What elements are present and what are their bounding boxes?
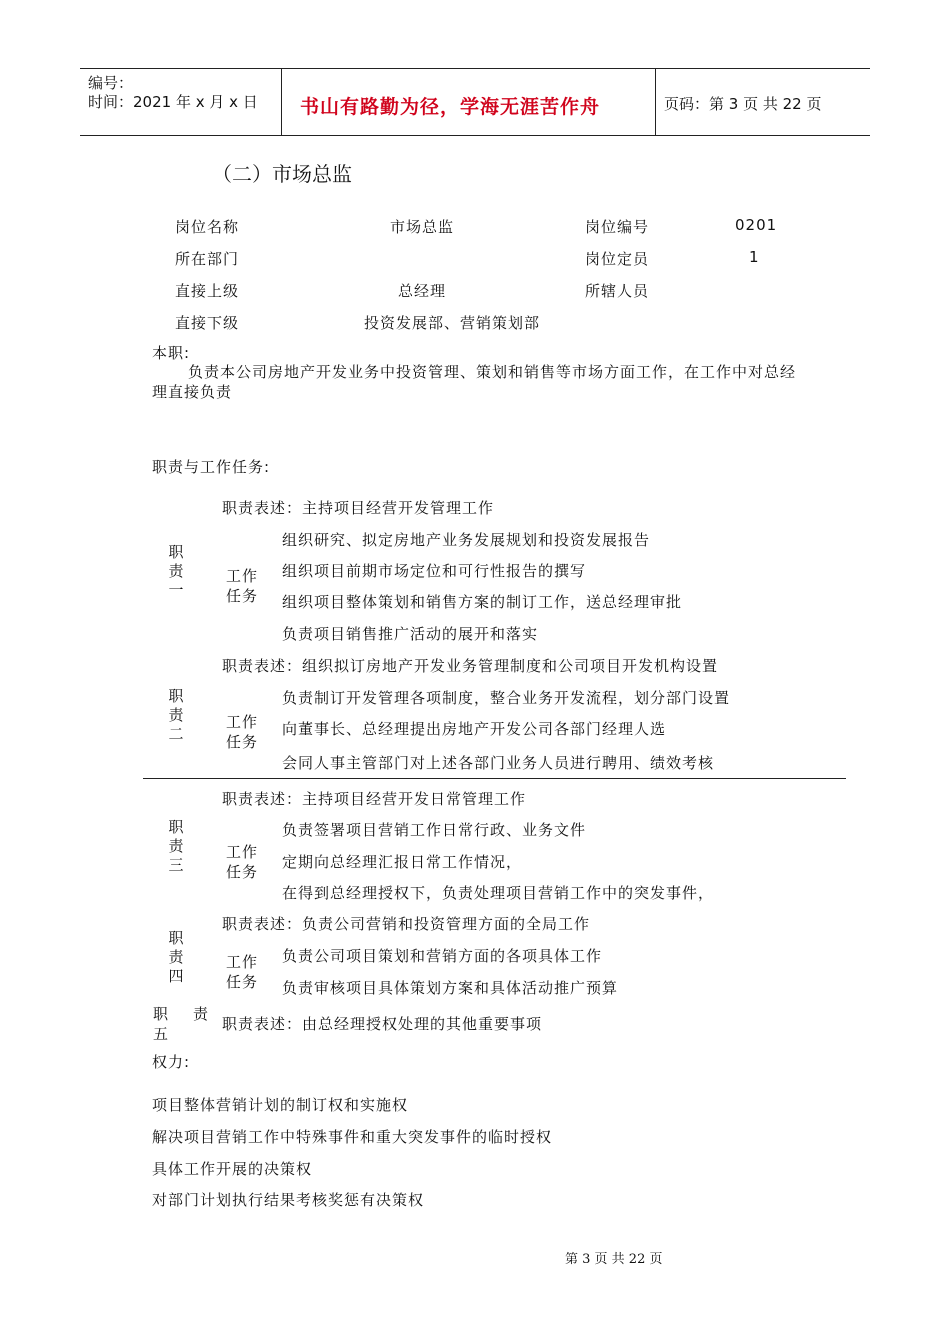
resp4-task-2: 负责审核项目具体策划方案和具体活动推广预算 (282, 979, 619, 997)
info-value-subordinates: 投资发展部、营销策划部 (364, 314, 541, 332)
resp1-task-3: 组织项目整体策划和销售方案的制订工作，送总经理审批 (282, 593, 683, 611)
duty-text-line2: 理直接负责 (152, 383, 233, 401)
serial-label: 编号： (88, 74, 134, 92)
info-label-headcount: 岗位定员 (585, 250, 650, 268)
info-value-superior: 总经理 (398, 282, 447, 300)
page-info: 页码：第 3 页 共 22 页 (664, 95, 822, 113)
resp3-label: 职 责 三 (168, 818, 184, 874)
resp3-task-3: 在得到总经理授权下，负责处理项目营销工作中的突发事件， (282, 884, 715, 902)
info-value-post-code: 0201 (735, 216, 778, 234)
resp2-label: 职 责 二 (168, 687, 184, 743)
resp1-task-1: 组织研究、拟定房地产业务发展规划和投资发展报告 (282, 531, 651, 549)
resp2-task-2: 向董事长、总经理提出房地产开发公司各部门经理人选 (282, 720, 667, 738)
resp4-task-label-2: 任务 (226, 973, 259, 991)
resp2-task-label-2: 任务 (226, 733, 259, 751)
duty-label: 本职: (152, 344, 191, 362)
resp2-desc: 职责表述：组织拟订房地产开发业务管理制度和公司项目开发机构设置 (222, 657, 719, 675)
resp3-desc: 职责表述：主持项目经营开发日常管理工作 (222, 790, 527, 808)
time-label: 时间：2021 年 x 月 x 日 (88, 93, 258, 111)
info-label-post-name: 岗位名称 (175, 218, 240, 236)
resp1-task-label-1: 工作 (226, 567, 259, 585)
resp2-task-1: 负责制订开发管理各项制度，整合业务开发流程，划分部门设置 (282, 689, 731, 707)
resp1-task-4: 负责项目销售推广活动的展开和落实 (282, 625, 539, 643)
resp3-task-1: 负责签署项目营销工作日常行政、业务文件 (282, 821, 587, 839)
resp3-task-label-1: 工作 (226, 843, 259, 861)
resp4-task-label-1: 工作 (226, 953, 259, 971)
info-value-post-name: 市场总监 (390, 218, 455, 236)
power-item-4: 对部门计划执行结果考核奖惩有决策权 (152, 1191, 425, 1209)
power-item-3: 具体工作开展的决策权 (152, 1160, 313, 1178)
tasks-heading: 职责与工作任务: (152, 458, 271, 476)
resp5-label-line2: 五 (153, 1025, 170, 1043)
resp3-task-label-2: 任务 (226, 863, 259, 881)
section-title: （二）市场总监 (212, 162, 352, 186)
power-item-2: 解决项目营销工作中特殊事件和重大突发事件的临时授权 (152, 1128, 553, 1146)
header-motto: 书山有路勤为径，学海无涯苦作舟 (300, 96, 601, 118)
resp4-task-1: 负责公司项目策划和营销方面的各项具体工作 (282, 947, 603, 965)
info-value-headcount: 1 (749, 248, 760, 266)
page-footer: 第 3 页 共 22 页 (565, 1252, 663, 1267)
header-bottom-rule (80, 135, 870, 136)
info-label-subordinates: 直接下级 (175, 314, 240, 332)
resp2-task-3: 会同人事主管部门对上述各部门业务人员进行聘用、绩效考核 (282, 754, 715, 772)
resp5-desc: 职责表述：由总经理授权处理的其他重要事项 (222, 1015, 543, 1033)
info-label-superior: 直接上级 (175, 282, 240, 300)
resp1-label: 职 责 一 (168, 543, 184, 599)
powers-heading: 权力: (152, 1053, 191, 1071)
header-divider-right (655, 68, 656, 136)
duty-text-line1: 负责本公司房地产开发业务中投资管理、策划和销售等市场方面工作，在工作中对总经 (188, 363, 797, 381)
resp2-task-label-1: 工作 (226, 713, 259, 731)
resp4-desc: 职责表述：负责公司营销和投资管理方面的全局工作 (222, 915, 591, 933)
info-label-staff: 所辖人员 (585, 282, 650, 300)
resp1-desc: 职责表述：主持项目经营开发管理工作 (222, 499, 495, 517)
section-divider (143, 778, 846, 779)
resp4-label: 职 责 四 (168, 929, 184, 985)
resp1-task-label-2: 任务 (226, 587, 259, 605)
resp3-task-2: 定期向总经理汇报日常工作情况， (282, 853, 523, 871)
info-label-department: 所在部门 (175, 250, 240, 268)
resp1-task-2: 组织项目前期市场定位和可行性报告的撰写 (282, 562, 587, 580)
resp5-label-line1: 职 责 (153, 1005, 210, 1023)
header-top-rule (80, 68, 870, 69)
power-item-1: 项目整体营销计划的制订权和实施权 (152, 1096, 409, 1114)
info-label-post-code: 岗位编号 (585, 218, 650, 236)
header-divider-left (281, 68, 282, 136)
